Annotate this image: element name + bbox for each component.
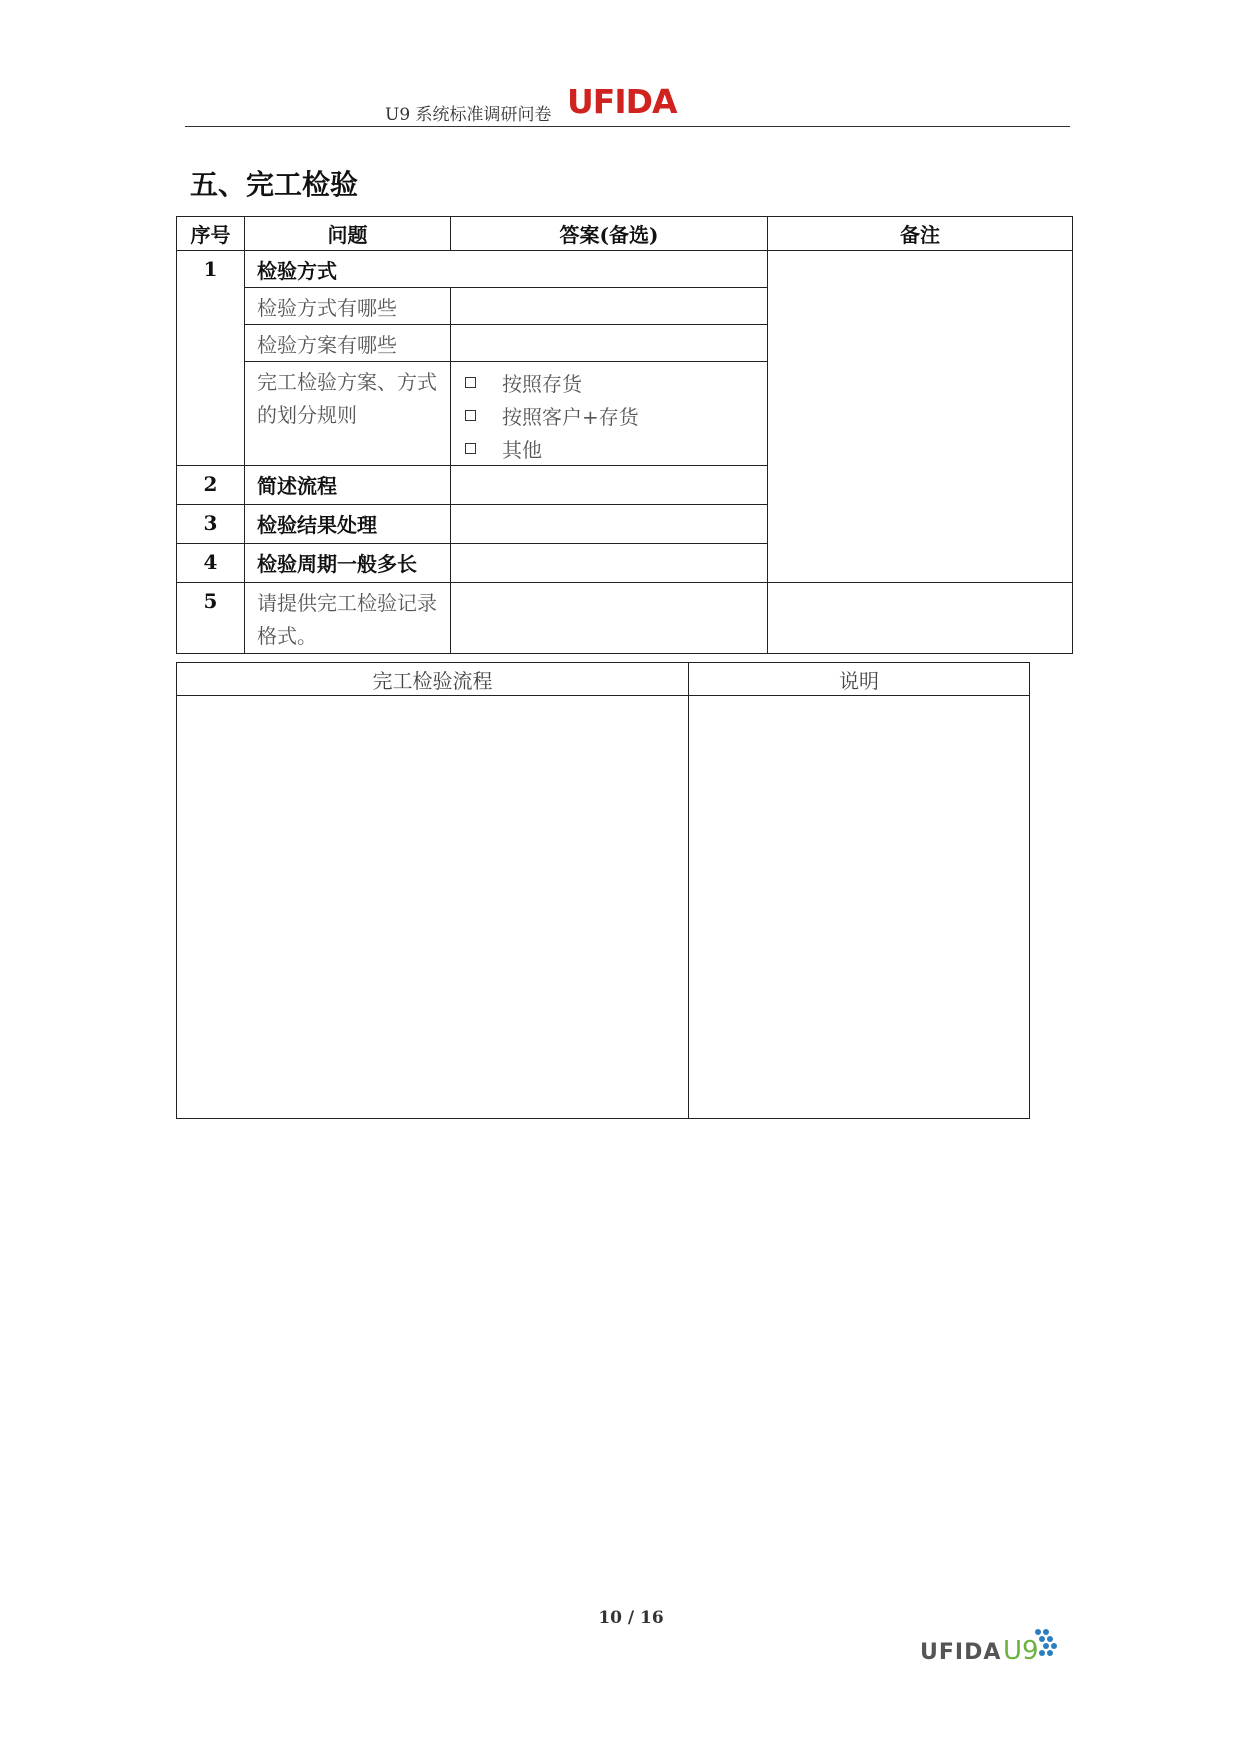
logo-dots-icon [1032, 1628, 1058, 1662]
option-item[interactable] [465, 399, 767, 432]
page-number: 10 / 16 [598, 1608, 664, 1628]
section-title: 五、完工检验 [190, 168, 359, 201]
header-desc: 说明 [689, 663, 1030, 696]
answer-cell[interactable] [451, 466, 768, 505]
ufida-u9-logo [920, 1628, 1060, 1668]
question-table [176, 216, 1073, 654]
flow-table [176, 662, 1030, 1119]
option-item[interactable] [465, 366, 767, 399]
table-row [177, 251, 1073, 288]
answer-cell[interactable] [451, 288, 768, 325]
row-number: 4 [177, 544, 245, 583]
ufida-logo: UFIDA [567, 82, 677, 121]
remark-cell[interactable] [768, 583, 1073, 654]
page-header [185, 82, 1070, 127]
checkbox[interactable] [465, 410, 476, 421]
row-number: 3 [177, 505, 245, 544]
question-cell: 检验结果处理 [245, 505, 451, 544]
question-cell: 检验方式 [245, 251, 768, 288]
table-row [177, 696, 1030, 1119]
row-number: 2 [177, 466, 245, 505]
row-number: 1 [177, 251, 245, 466]
option-label: 按照客户+存货 [502, 405, 639, 429]
option-label: 其他 [502, 438, 542, 462]
header-no: 序号 [177, 217, 245, 251]
footer-logo-suffix: U9 [1003, 1636, 1039, 1666]
header-question: 问题 [245, 217, 451, 251]
footer-logo-text: UFIDA [920, 1640, 1002, 1665]
desc-cell[interactable] [689, 696, 1030, 1119]
checkbox[interactable] [465, 443, 476, 454]
answer-cell[interactable] [451, 544, 768, 583]
table-header-row [177, 217, 1073, 251]
checkbox[interactable] [465, 377, 476, 388]
question-cell: 检验周期一般多长 [245, 544, 451, 583]
table-header-row [177, 663, 1030, 696]
answer-options [451, 362, 768, 466]
question-cell: 简述流程 [245, 466, 451, 505]
remark-cell[interactable] [768, 251, 1073, 583]
header-answer: 答案(备选) [451, 217, 768, 251]
question-cell: 检验方案有哪些 [245, 325, 451, 362]
answer-cell[interactable] [451, 505, 768, 544]
header-flow: 完工检验流程 [177, 663, 689, 696]
option-label: 按照存货 [502, 372, 582, 396]
answer-cell[interactable] [451, 583, 768, 654]
table-row [177, 583, 1073, 654]
header-title: U9 系统标准调研问卷 [385, 105, 552, 125]
answer-cell[interactable] [451, 325, 768, 362]
flow-cell[interactable] [177, 696, 689, 1119]
question-cell: 完工检验方案、方式的划分规则 [245, 362, 451, 466]
row-number: 5 [177, 583, 245, 654]
option-item[interactable] [465, 432, 767, 465]
header-remark: 备注 [768, 217, 1073, 251]
question-cell: 请提供完工检验记录格式。 [245, 583, 451, 654]
question-cell: 检验方式有哪些 [245, 288, 451, 325]
